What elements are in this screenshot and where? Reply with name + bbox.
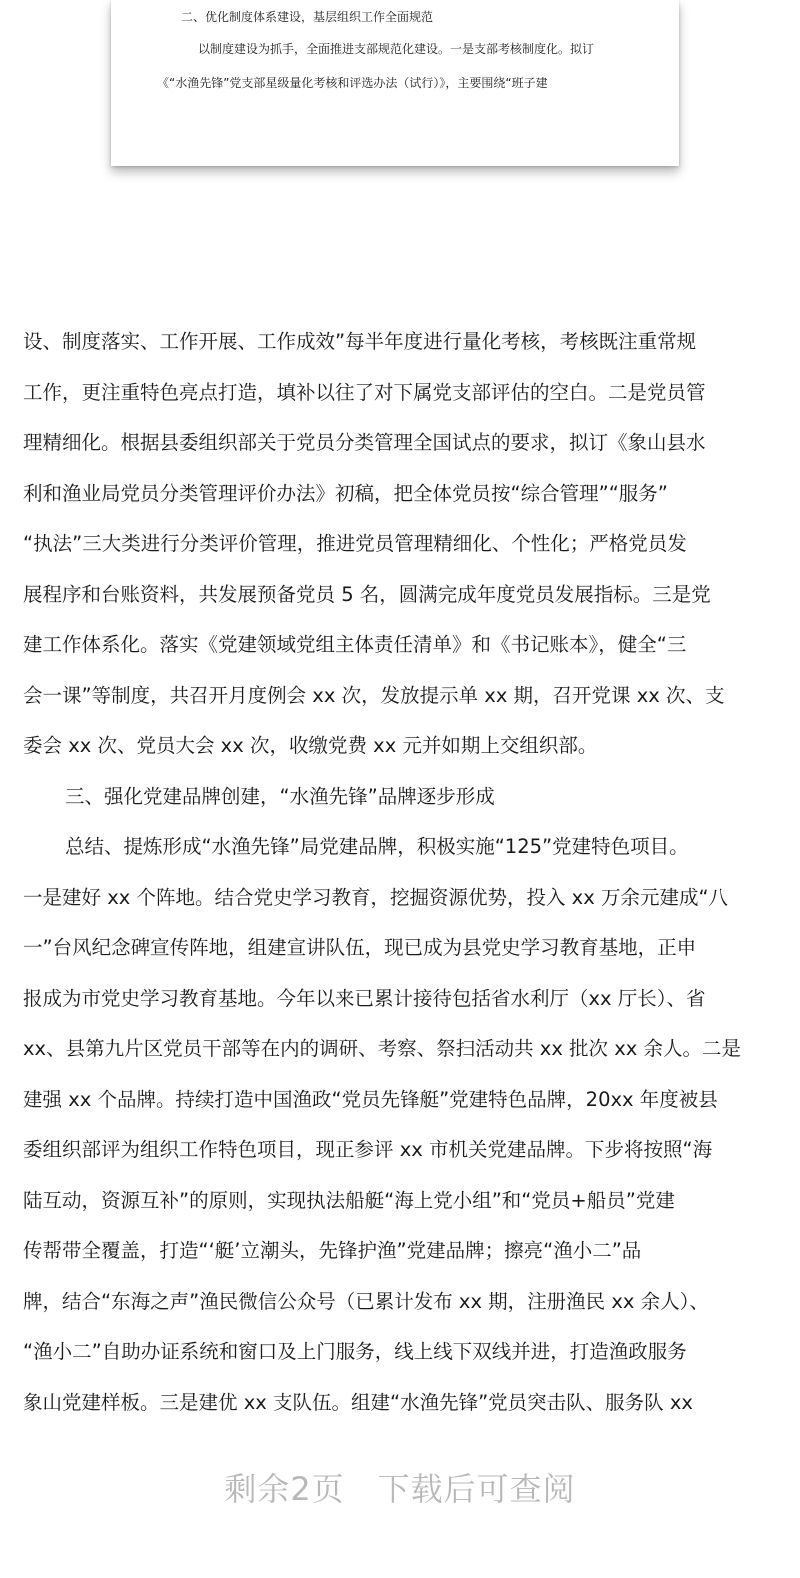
paragraph-line: 利和渔业局党员分类管理评价办法》初稿，把全体党员按“综合管理”“服务” [23, 481, 668, 505]
paragraph-line: 一”台风纪念碑宣传阵地，组建宣讲队伍，现已成为县党史学习教育基地，正申 [23, 936, 697, 959]
card-paragraph-line: 以制度建设为抓手，全面推进支部规范化建设。一是支部考核制度化。拟订 [198, 42, 595, 56]
card-paragraph-line: 《“水渔先锋”党支部星级量化考核和评选办法（试行）》，主要围绕“班子建 [157, 76, 548, 90]
paragraph-line: 报成为市党史学习教育基地。今年以来已累计接待包括省水利厅（xx 厅长）、省 [23, 986, 706, 1010]
paragraph-line: 象山党建样板。三是建优 xx 支队伍。组建“水渔先锋”党员突击队、服务队 xx [23, 1390, 693, 1414]
paragraph-line: 总结、提炼形成“水渔先锋”局党建品牌，积极实施“125”党建特色项目。 [65, 835, 689, 858]
paragraph-line: 设、制度落实、工作开展、工作成效”每半年度进行量化考核，考核既注重常规 [23, 330, 697, 353]
paragraph-line: 陆互动，资源互补”的原则，实现执法船艇“海上党小组”和“党员+船员”党建 [23, 1188, 675, 1212]
paragraph-line: 委会 xx 次、党员大会 xx 次，收缴党费 xx 元并如期上交组织部。 [23, 734, 598, 757]
paragraph-line: 展程序和台账资料，共发展预备党员 5 名，圆满完成年度党员发展指标。三是党 [23, 582, 711, 606]
paragraph-line: 牌，结合“东海之声”渔民微信公众号（已累计发布 xx 期，注册渔民 xx 余人）、 [23, 1289, 709, 1313]
paragraph-line: 理精细化。根据县委组织部关于党员分类管理全国试点的要求，拟订《象山县水 [23, 431, 706, 454]
section-heading-2: 二、优化制度体系建设，基层组织工作全面规范 [181, 10, 434, 24]
paragraph-line: 委组织部评为组织工作特色项目，现正参评 xx 市机关党建品牌。下步将按照“海 [23, 1138, 713, 1161]
paragraph-line: 建强 xx 个品牌。持续打造中国渔政“党员先锋艇”党建特色品牌，20xx 年度被县 [23, 1087, 718, 1111]
paragraph-line: “渔小二”自助办证系统和窗口及上门服务，线上线下双线并进，打造渔政服务 [23, 1340, 687, 1363]
paragraph-line: 工作，更注重特色亮点打造，填补以往了对下属党支部评估的空白。二是党员管 [23, 380, 706, 404]
document-body [23, 317, 777, 1428]
paragraph-line: “执法”三大类进行分类评价管理，推进党员管理精细化、个性化；严格党员发 [23, 532, 687, 555]
paragraph-line: 传帮带全覆盖，打造“‘艇’立潮头，先锋护渔”党建品牌；擦亮“渔小二”品 [23, 1239, 642, 1262]
paragraph-line: xx、县第九片区党员干部等在内的调研、考察、祭扫活动共 xx 批次 xx 余人。二是 [23, 1037, 742, 1060]
section-heading-3: 三、强化党建品牌创建，“水渔先锋”品牌逐步形成 [65, 784, 495, 808]
document-page-card [111, 0, 679, 166]
paragraph-line: 会一课”等制度，共召开月度例会 xx 次，发放提示单 xx 期，召开党课 xx 次、支 [23, 683, 725, 707]
download-to-read-more-link[interactable]: 剩余2页 下载后可查阅 [224, 1470, 576, 1508]
paragraph-line: 一是建好 xx 个阵地。结合党史学习教育，挖掘资源优势，投入 xx 万余元建成“八 [23, 885, 729, 909]
paragraph-line: 建工作体系化。落实《党建领域党组主体责任清单》和《书记账本》，健全“三 [23, 633, 687, 656]
